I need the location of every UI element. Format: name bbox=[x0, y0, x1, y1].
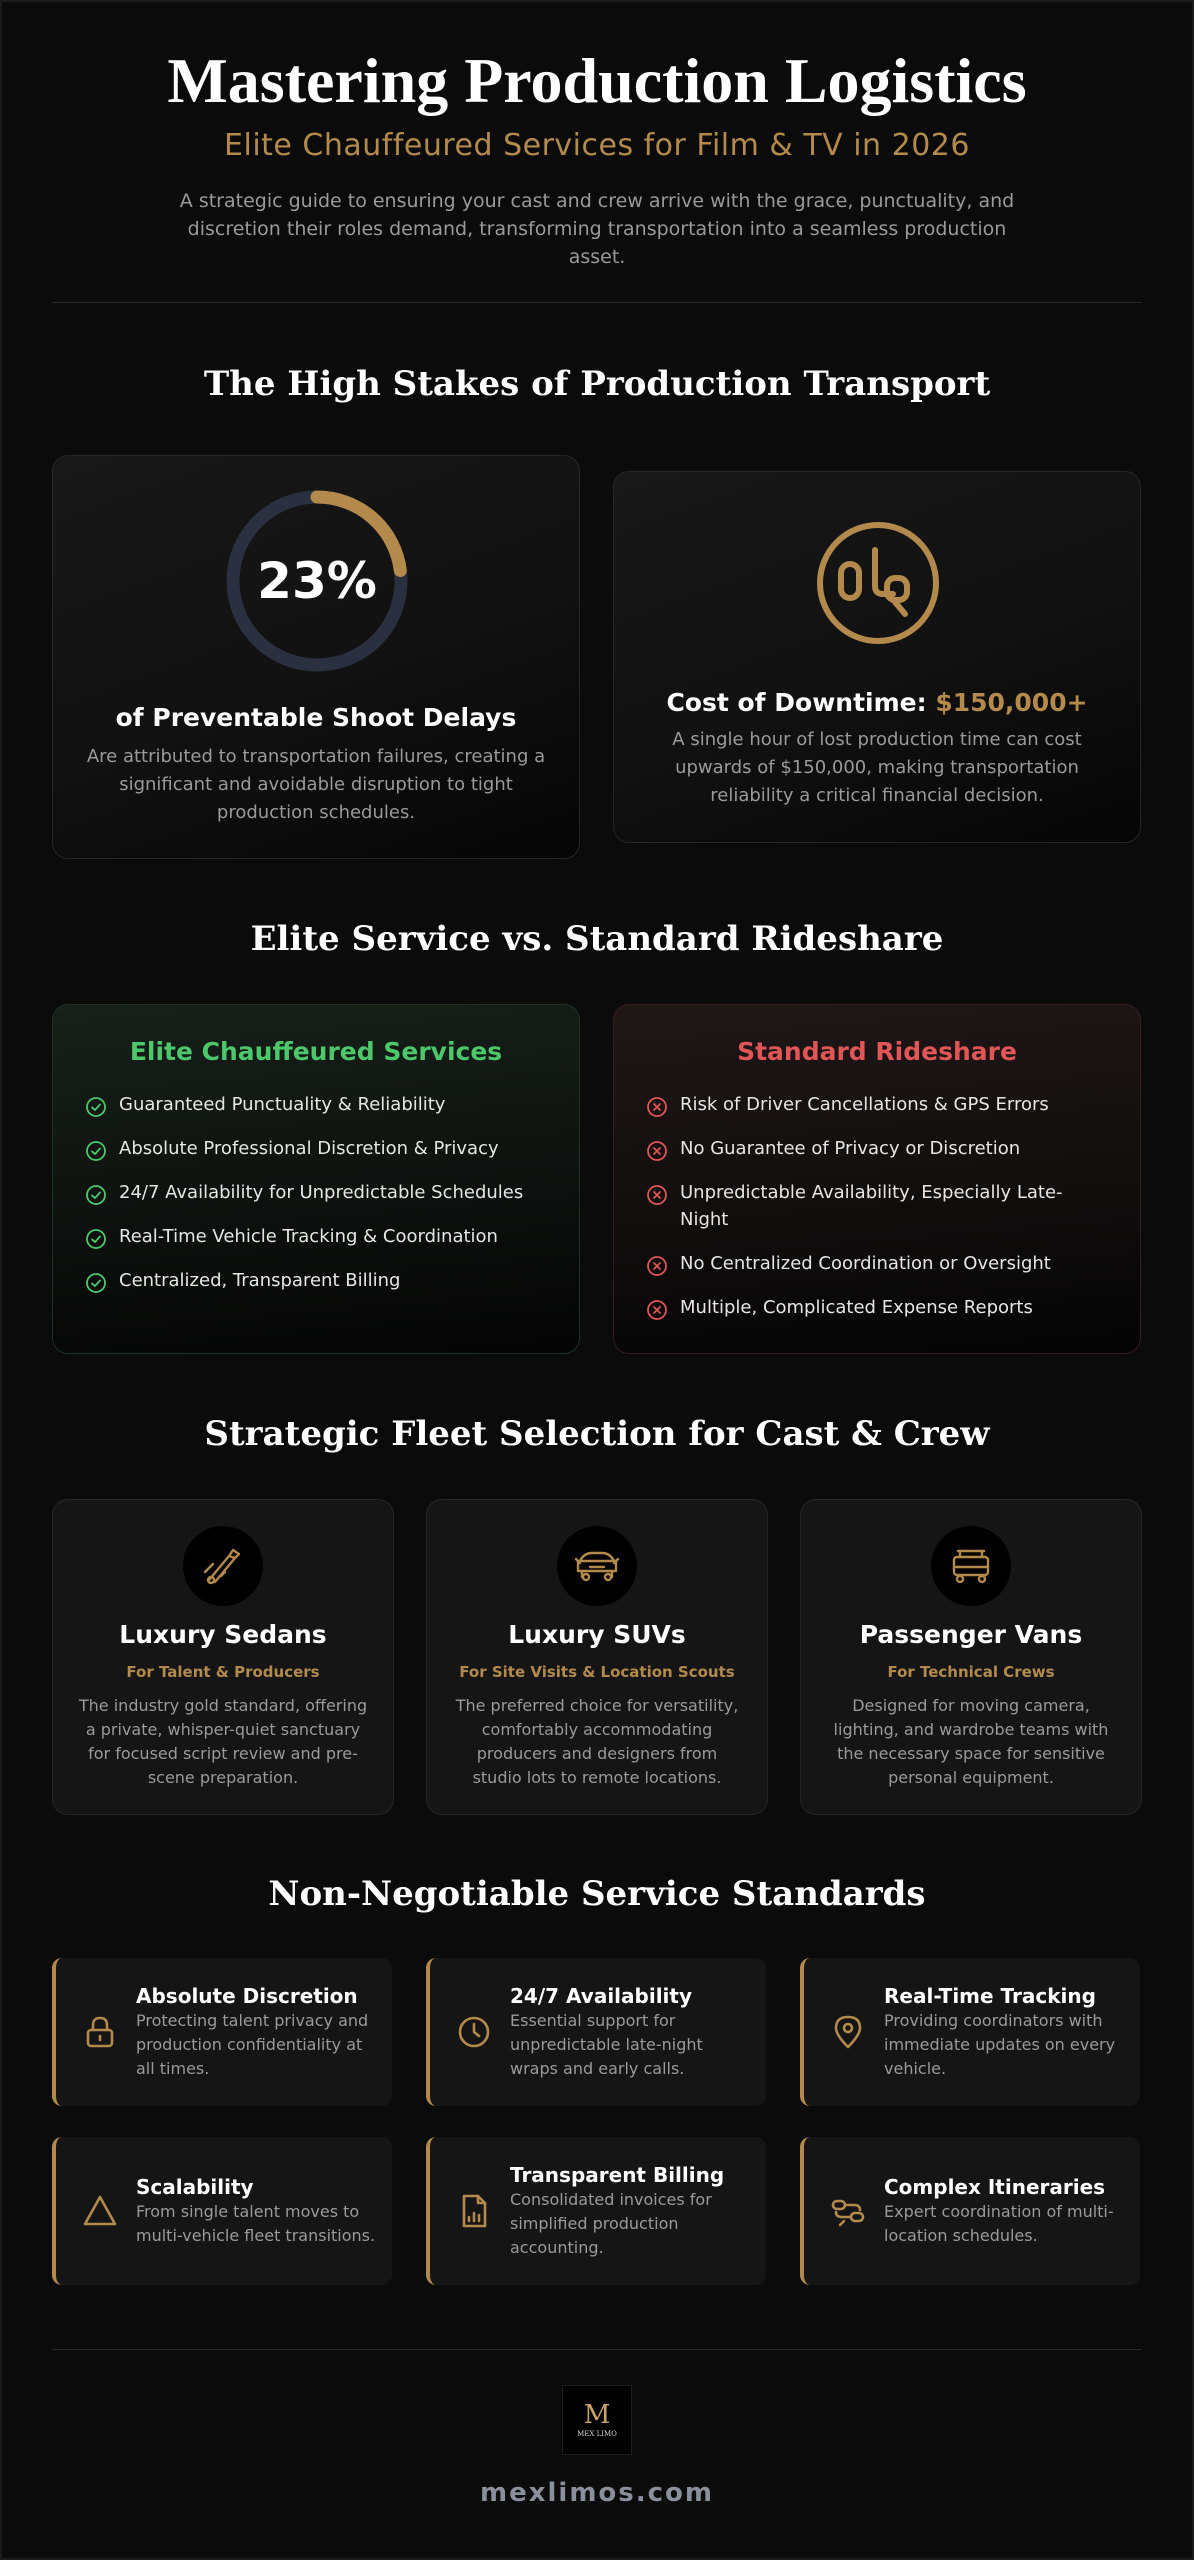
footer-divider bbox=[52, 2349, 1142, 2350]
intro-text: A strategic guide to ensuring your cast and crew arrive with the grace, punctuality, and discretion their roles demand, transforming transportation into a seamless production asset. bbox=[179, 190, 1015, 268]
fleet-audience: For Site Visits & Location Scouts bbox=[459, 1663, 735, 1681]
delays-card bbox=[52, 455, 580, 859]
rideshare-item-text: No Guarantee of Privacy or Discretion bbox=[680, 1138, 1021, 1159]
fleet-audience: For Technical Crews bbox=[887, 1663, 1055, 1681]
x-circle-icon bbox=[646, 1184, 668, 1206]
rideshare-item-text: No Centralized Coordination or Oversight bbox=[680, 1253, 1051, 1274]
elite-list bbox=[85, 1091, 539, 1311]
check-circle-icon bbox=[85, 1228, 107, 1250]
standard-title: Scalability bbox=[136, 2175, 254, 2199]
map-pin-icon bbox=[830, 2014, 866, 2050]
fleet-audience: For Talent & Producers bbox=[126, 1663, 320, 1681]
fleet-description: Designed for moving camera, lighting, and wardrobe teams with the necessary space for sensitive personal equipment. bbox=[833, 1696, 1109, 1787]
elite-item-text: 24/7 Availability for Unpredictable Schedules bbox=[119, 1182, 524, 1203]
standard-description: From single talent moves to multi-vehicle fleet transitions. bbox=[136, 2202, 376, 2245]
rideshare-item-text: Risk of Driver Cancellations & GPS Errors bbox=[680, 1094, 1049, 1115]
standard-tracking bbox=[800, 1958, 1140, 2106]
standard-description: Consolidated invoices for simplified production accounting. bbox=[510, 2190, 712, 2257]
elite-list-item bbox=[85, 1179, 539, 1206]
standard-billing bbox=[426, 2137, 766, 2285]
fleet-card-vans bbox=[800, 1499, 1142, 1815]
standard-discretion bbox=[52, 1958, 392, 2106]
header-divider bbox=[52, 302, 1142, 303]
delays-heading: of Preventable Shoot Delays bbox=[115, 703, 517, 732]
standard-title: Complex Itineraries bbox=[884, 2175, 1106, 2199]
downtime-heading bbox=[614, 688, 1140, 717]
triangle-icon bbox=[82, 2193, 118, 2229]
standard-title: 24/7 Availability bbox=[510, 1984, 693, 2008]
rideshare-heading: Standard Rideshare bbox=[737, 1037, 1017, 1066]
rideshare-item-text: Unpredictable Availability, Especially Late-Night bbox=[680, 1182, 1063, 1230]
elite-list-item bbox=[85, 1091, 539, 1118]
rideshare-list-item bbox=[646, 1294, 1100, 1321]
standard-availability bbox=[426, 1958, 766, 2106]
fleet-section-title: Strategic Fleet Selection for Cast & Crew bbox=[204, 1414, 990, 1454]
check-circle-icon bbox=[85, 1272, 107, 1294]
standard-title: Transparent Billing bbox=[510, 2163, 725, 2187]
page-subtitle: Elite Chauffeured Services for Film & TV in 2026 bbox=[224, 128, 970, 163]
page-title: Mastering Production Logistics bbox=[167, 45, 1027, 116]
x-circle-icon bbox=[646, 1299, 668, 1321]
sedan-icon bbox=[183, 1526, 263, 1606]
standard-itineraries bbox=[800, 2137, 1140, 2285]
check-circle-icon bbox=[85, 1140, 107, 1162]
elite-item-text: Real-Time Vehicle Tracking & Coordination bbox=[119, 1226, 498, 1247]
invoice-icon bbox=[456, 2193, 492, 2229]
route-icon bbox=[830, 2193, 866, 2229]
standard-description: Essential support for unpredictable late-night wraps and early calls. bbox=[510, 2011, 703, 2078]
fleet-name: Luxury Sedans bbox=[119, 1620, 327, 1649]
rideshare-list-item bbox=[646, 1250, 1100, 1277]
delays-description: Are attributed to transportation failures, creating a significant and avoidable disruption to tight production schedules. bbox=[86, 746, 546, 823]
standard-description: Providing coordinators with immediate updates on every vehicle. bbox=[884, 2011, 1116, 2078]
fleet-name: Luxury SUVs bbox=[508, 1620, 686, 1649]
x-circle-icon bbox=[646, 1096, 668, 1118]
fleet-card-suvs bbox=[426, 1499, 768, 1815]
comparison-section-title: Elite Service vs. Standard Rideshare bbox=[250, 919, 944, 959]
stakes-section-title: The High Stakes of Production Transport bbox=[203, 364, 991, 404]
logo-text: MEX LIMO bbox=[577, 2430, 617, 2438]
standard-title: Real-Time Tracking bbox=[884, 1984, 1096, 2008]
downtime-amount: $150,000+ bbox=[935, 688, 1088, 717]
fleet-card-sedans bbox=[52, 1499, 394, 1815]
clock-icon bbox=[456, 2014, 492, 2050]
standard-description: Protecting talent privacy and production confidentiality at all times. bbox=[136, 2011, 369, 2078]
company-logo[interactable] bbox=[562, 2385, 632, 2455]
fleet-description: The industry gold standard, offering a private, whisper-quiet sanctuary for focused script review and pre-scene preparation. bbox=[78, 1696, 368, 1787]
elite-item-text: Guaranteed Punctuality & Reliability bbox=[119, 1094, 446, 1115]
x-circle-icon bbox=[646, 1255, 668, 1277]
rideshare-card bbox=[613, 1004, 1141, 1354]
elite-list-item bbox=[85, 1223, 539, 1250]
standards-section-title: Non-Negotiable Service Standards bbox=[268, 1874, 926, 1914]
delay-percent: 23% bbox=[257, 552, 377, 610]
lock-icon bbox=[82, 2014, 118, 2050]
rideshare-list-item bbox=[646, 1091, 1100, 1118]
check-circle-icon bbox=[85, 1184, 107, 1206]
downtime-description: A single hour of lost production time can cost upwards of $150,000, making transportation reliability a critical financial decision. bbox=[672, 729, 1082, 806]
standard-title: Absolute Discretion bbox=[136, 1984, 358, 2008]
elite-item-text: Absolute Professional Discretion & Privacy bbox=[119, 1138, 499, 1159]
elite-card bbox=[52, 1004, 580, 1354]
suv-icon bbox=[557, 1526, 637, 1606]
rideshare-list bbox=[646, 1091, 1100, 1338]
elite-heading: Elite Chauffeured Services bbox=[129, 1037, 503, 1066]
standard-description: Expert coordination of multi-location schedules. bbox=[884, 2202, 1114, 2245]
logo-mark: M bbox=[583, 2400, 611, 2430]
rideshare-item-text: Multiple, Complicated Expense Reports bbox=[680, 1297, 1033, 1318]
rideshare-list-item bbox=[646, 1135, 1100, 1162]
rideshare-list-item bbox=[646, 1179, 1100, 1233]
elite-list-item bbox=[85, 1267, 539, 1294]
website-link[interactable]: mexlimos.com bbox=[480, 2478, 714, 2508]
x-circle-icon bbox=[646, 1140, 668, 1162]
standard-scalability bbox=[52, 2137, 392, 2285]
van-icon bbox=[931, 1526, 1011, 1606]
fleet-description: The preferred choice for versatility, comfortably accommodating producers and designers from studio lots to remote locations. bbox=[455, 1696, 739, 1787]
downtime-card bbox=[613, 471, 1141, 843]
downtime-heading-label: Cost of Downtime: bbox=[666, 688, 927, 717]
money-icon bbox=[815, 520, 941, 646]
page-header bbox=[0, 40, 1194, 271]
check-circle-icon bbox=[85, 1096, 107, 1118]
elite-item-text: Centralized, Transparent Billing bbox=[119, 1270, 401, 1291]
fleet-name: Passenger Vans bbox=[859, 1620, 1083, 1649]
elite-list-item bbox=[85, 1135, 539, 1162]
